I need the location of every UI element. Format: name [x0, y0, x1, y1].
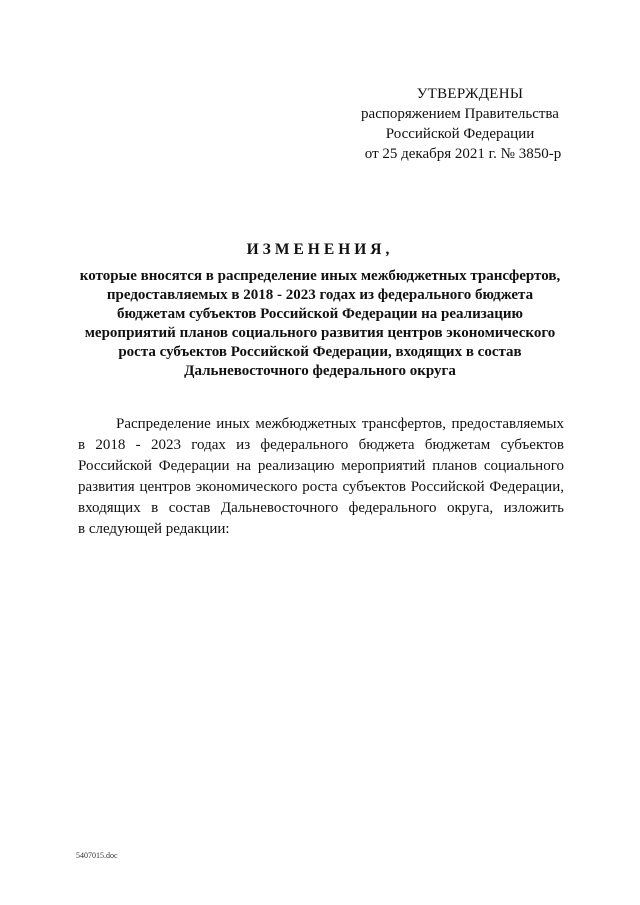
heading-title: ИЗМЕНЕНИЯ,: [246, 241, 394, 258]
heading-subtitle-line: бюджетам субъектов Российской Федерации на реализацию: [117, 306, 523, 322]
approval-stamp: [330, 84, 590, 164]
approval-line-government: Российской Федерации: [385, 126, 535, 142]
document-file-code: 5407015.doc: [76, 851, 118, 860]
heading-subtitle-line: предоставляемых в 2018 - 2023 годах из федерального бюджета: [106, 287, 534, 303]
approval-title: УТВЕРЖДЕНЫ: [416, 86, 524, 102]
body-line: входящих в состав Дальневосточного федерального округа, изложить: [78, 500, 564, 516]
body-paragraph: [78, 414, 564, 540]
heading-subtitle-line: роста субъектов Российской Федерации, входящих в состав: [118, 344, 522, 360]
body-line: Российской Федерации на реализацию мероприятий планов социального: [78, 458, 564, 474]
heading-subtitle-line: которые вносятся в распределение иных межбюджетных трансфертов,: [79, 268, 561, 284]
heading-subtitle-line: Дальневосточного федерального округа: [184, 363, 456, 379]
body-line: в следующей редакции:: [78, 521, 230, 537]
heading-subtitle-line: мероприятий планов социального развития центров экономического: [84, 325, 556, 341]
document-heading: [60, 240, 580, 381]
body-line: Распределение иных межбюджетных трансфертов, предоставляемых: [116, 416, 564, 432]
body-line: в 2018 - 2023 годах из федерального бюджета бюджетам субъектов: [78, 437, 564, 453]
approval-line-authority: распоряжением Правительства: [361, 106, 559, 122]
approval-order-date-number: от 25 декабря 2021 г. № 3850-р: [364, 146, 562, 162]
body-line: развития центров экономического роста субъектов Российской Федерации,: [78, 479, 564, 495]
